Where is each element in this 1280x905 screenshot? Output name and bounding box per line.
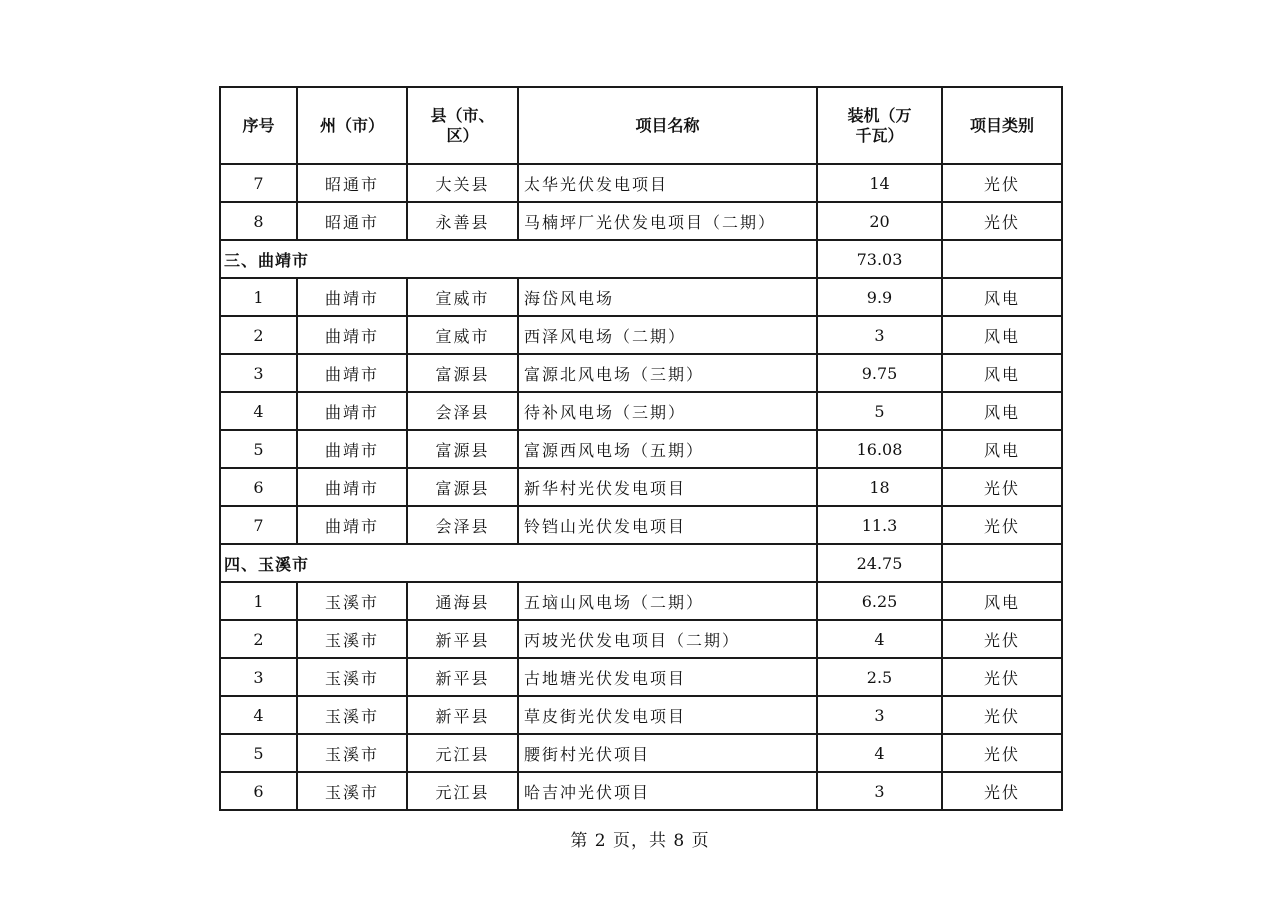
- cell-category: 光伏: [942, 658, 1062, 696]
- table-row: [220, 316, 1062, 354]
- table-row: [220, 202, 1062, 240]
- cell-capacity: 2.5: [817, 658, 942, 696]
- cell-county: 会泽县: [407, 506, 518, 544]
- table-row: [220, 164, 1062, 202]
- cell-capacity: 4: [817, 734, 942, 772]
- cell-county: 通海县: [407, 582, 518, 620]
- cell-capacity: 20: [817, 202, 942, 240]
- cell-prefecture: 曲靖市: [297, 354, 407, 392]
- cell-index: 1: [220, 582, 297, 620]
- cell-index: 7: [220, 506, 297, 544]
- cell-category: 风电: [942, 316, 1062, 354]
- cell-project-name: 富源西风电场（五期）: [518, 430, 817, 468]
- cell-county: 元江县: [407, 734, 518, 772]
- cell-prefecture: 玉溪市: [297, 696, 407, 734]
- header-project-name: 项目名称: [518, 87, 817, 164]
- table-row: [220, 506, 1062, 544]
- cell-category: 风电: [942, 354, 1062, 392]
- cell-project-name: 丙坡光伏发电项目（二期）: [518, 620, 817, 658]
- cell-project-name: 腰街村光伏项目: [518, 734, 817, 772]
- table-body: [220, 164, 1062, 810]
- cell-prefecture: 玉溪市: [297, 658, 407, 696]
- cell-index: 6: [220, 772, 297, 810]
- section-total-capacity: 73.03: [817, 240, 942, 278]
- cell-capacity: 11.3: [817, 506, 942, 544]
- table-row: [220, 696, 1062, 734]
- cell-project-name: 五垴山风电场（二期）: [518, 582, 817, 620]
- cell-project-name: 待补风电场（三期）: [518, 392, 817, 430]
- cell-index: 2: [220, 620, 297, 658]
- section-row: [220, 544, 1062, 582]
- cell-county: 富源县: [407, 468, 518, 506]
- table-row: [220, 772, 1062, 810]
- header-capacity: 装机（万千瓦）: [817, 87, 942, 164]
- cell-county: 新平县: [407, 696, 518, 734]
- project-table: [219, 86, 1063, 811]
- cell-capacity: 3: [817, 772, 942, 810]
- cell-capacity: 5: [817, 392, 942, 430]
- cell-county: 元江县: [407, 772, 518, 810]
- cell-category: 光伏: [942, 620, 1062, 658]
- cell-index: 8: [220, 202, 297, 240]
- cell-project-name: 西泽风电场（二期）: [518, 316, 817, 354]
- cell-project-name: 太华光伏发电项目: [518, 164, 817, 202]
- cell-category: 风电: [942, 392, 1062, 430]
- header-index: 序号: [220, 87, 297, 164]
- cell-capacity: 3: [817, 316, 942, 354]
- cell-prefecture: 曲靖市: [297, 278, 407, 316]
- cell-index: 2: [220, 316, 297, 354]
- table-row: [220, 278, 1062, 316]
- table-row: [220, 582, 1062, 620]
- cell-project-name: 草皮街光伏发电项目: [518, 696, 817, 734]
- cell-project-name: 古地塘光伏发电项目: [518, 658, 817, 696]
- cell-county: 会泽县: [407, 392, 518, 430]
- cell-index: 5: [220, 734, 297, 772]
- cell-prefecture: 玉溪市: [297, 734, 407, 772]
- cell-index: 6: [220, 468, 297, 506]
- section-title: 三、曲靖市: [220, 240, 817, 278]
- table-header-row: [220, 87, 1062, 164]
- cell-prefecture: 曲靖市: [297, 430, 407, 468]
- cell-project-name: 铃铛山光伏发电项目: [518, 506, 817, 544]
- header-category: 项目类别: [942, 87, 1062, 164]
- cell-category: 光伏: [942, 772, 1062, 810]
- cell-prefecture: 玉溪市: [297, 772, 407, 810]
- cell-county: 新平县: [407, 620, 518, 658]
- page-number-footer: 第 2 页，共 8 页: [570, 831, 710, 851]
- cell-county: 宣威市: [407, 316, 518, 354]
- cell-county: 富源县: [407, 430, 518, 468]
- cell-prefecture: 昭通市: [297, 202, 407, 240]
- table-row: [220, 468, 1062, 506]
- cell-county: 大关县: [407, 164, 518, 202]
- cell-category: 风电: [942, 582, 1062, 620]
- cell-prefecture: 玉溪市: [297, 582, 407, 620]
- cell-category: 光伏: [942, 468, 1062, 506]
- section-total-capacity: 24.75: [817, 544, 942, 582]
- cell-capacity: 18: [817, 468, 942, 506]
- cell-project-name: 新华村光伏发电项目: [518, 468, 817, 506]
- cell-index: 1: [220, 278, 297, 316]
- cell-prefecture: 曲靖市: [297, 506, 407, 544]
- cell-project-name: 马楠坪厂光伏发电项目（二期）: [518, 202, 817, 240]
- section-row: [220, 240, 1062, 278]
- cell-index: 3: [220, 658, 297, 696]
- cell-index: 4: [220, 392, 297, 430]
- section-title: 四、玉溪市: [220, 544, 817, 582]
- table-row: [220, 430, 1062, 468]
- cell-prefecture: 玉溪市: [297, 620, 407, 658]
- table-row: [220, 354, 1062, 392]
- cell-prefecture: 昭通市: [297, 164, 407, 202]
- cell-category: 光伏: [942, 696, 1062, 734]
- cell-capacity: 9.9: [817, 278, 942, 316]
- table-row: [220, 392, 1062, 430]
- header-prefecture: 州（市）: [297, 87, 407, 164]
- cell-category: 光伏: [942, 506, 1062, 544]
- cell-capacity: 4: [817, 620, 942, 658]
- cell-capacity: 9.75: [817, 354, 942, 392]
- cell-category: 光伏: [942, 202, 1062, 240]
- cell-category: 光伏: [942, 164, 1062, 202]
- cell-index: 5: [220, 430, 297, 468]
- cell-prefecture: 曲靖市: [297, 316, 407, 354]
- table-row: [220, 734, 1062, 772]
- cell-capacity: 3: [817, 696, 942, 734]
- cell-prefecture: 曲靖市: [297, 392, 407, 430]
- cell-index: 4: [220, 696, 297, 734]
- cell-index: 7: [220, 164, 297, 202]
- cell-county: 永善县: [407, 202, 518, 240]
- cell-capacity: 16.08: [817, 430, 942, 468]
- cell-category: 光伏: [942, 734, 1062, 772]
- cell-category: 风电: [942, 430, 1062, 468]
- section-category-empty: [942, 544, 1062, 582]
- section-category-empty: [942, 240, 1062, 278]
- cell-prefecture: 曲靖市: [297, 468, 407, 506]
- cell-county: 新平县: [407, 658, 518, 696]
- header-county: 县（市、区）: [407, 87, 518, 164]
- cell-county: 富源县: [407, 354, 518, 392]
- cell-index: 3: [220, 354, 297, 392]
- cell-capacity: 6.25: [817, 582, 942, 620]
- cell-county: 宣威市: [407, 278, 518, 316]
- cell-capacity: 14: [817, 164, 942, 202]
- table-row: [220, 658, 1062, 696]
- cell-category: 风电: [942, 278, 1062, 316]
- cell-project-name: 哈吉冲光伏项目: [518, 772, 817, 810]
- table-row: [220, 620, 1062, 658]
- cell-project-name: 海岱风电场: [518, 278, 817, 316]
- cell-project-name: 富源北风电场（三期）: [518, 354, 817, 392]
